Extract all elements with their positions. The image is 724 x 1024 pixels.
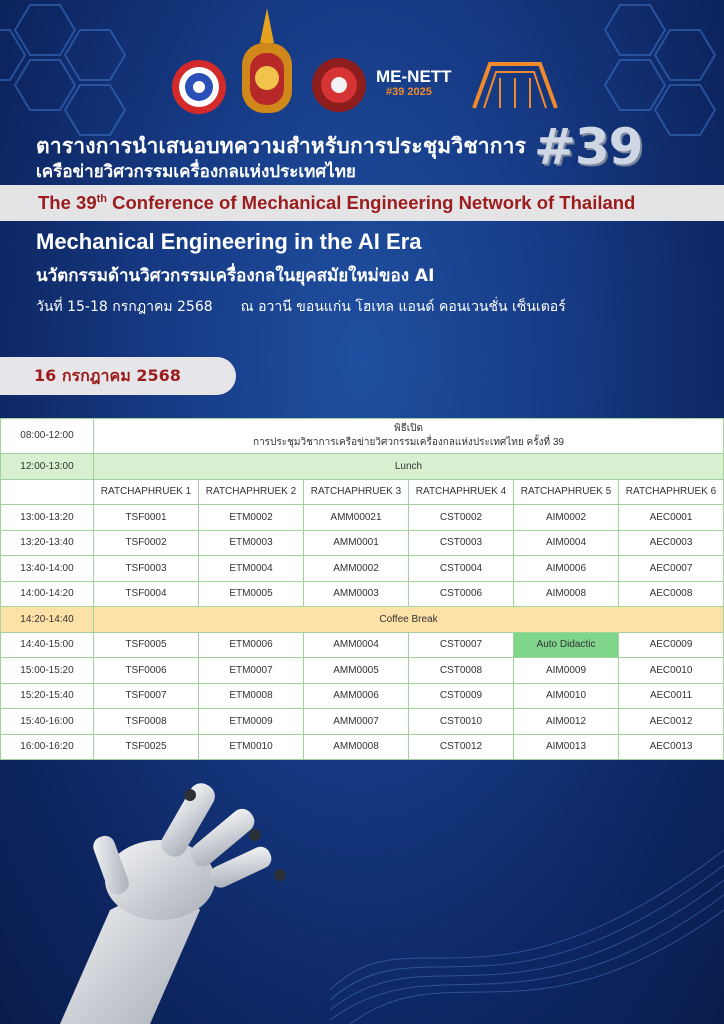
paper-cell: AEC0010 — [619, 658, 724, 684]
coffee-break-cell: Coffee Break — [94, 607, 724, 633]
time-cell: 12:00-13:00 — [1, 454, 94, 480]
time-cell: 16:00-16:20 — [1, 734, 94, 760]
paper-cell: ETM0005 — [199, 581, 304, 607]
time-cell: 14:00-14:20 — [1, 581, 94, 607]
session-row — [1, 530, 724, 556]
paper-cell: TSF0003 — [94, 556, 199, 582]
me-nett-wordmark: ME-NETT — [376, 67, 452, 86]
paper-cell: ETM0010 — [199, 734, 304, 760]
paper-cell: AIM0010 — [514, 683, 619, 709]
paper-cell: AMM0007 — [304, 709, 409, 735]
conference-title-suffix: Conference of Mechanical Engineering Network of Thailand — [107, 192, 636, 213]
conference-title-band — [0, 185, 724, 221]
paper-cell: CST0002 — [409, 505, 514, 531]
opening-row — [1, 419, 724, 454]
paper-cell: CST0004 — [409, 556, 514, 582]
room-header: RATCHAPHRUEK 5 — [514, 479, 619, 505]
rmuti-emblem-logo — [236, 8, 298, 118]
paper-cell: AEC0013 — [619, 734, 724, 760]
paper-cell: AEC0008 — [619, 581, 724, 607]
paper-cell: AEC0012 — [619, 709, 724, 735]
logo-strip — [170, 8, 560, 118]
paper-cell: ETM0004 — [199, 556, 304, 582]
paper-cell: TSF0006 — [94, 658, 199, 684]
paper-cell: AIM0004 — [514, 530, 619, 556]
rooms-header-row — [1, 479, 724, 505]
time-cell: 13:00-13:20 — [1, 505, 94, 531]
paper-cell: AMM0003 — [304, 581, 409, 607]
room-header: RATCHAPHRUEK 6 — [619, 479, 724, 505]
mechanical-dept-logo — [310, 56, 368, 114]
conference-title-ordinal: th — [96, 192, 107, 205]
event-venue: ณ อวานี ขอนแก่น โฮเทล แอนด์ คอนเวนชั่น เซ็นเตอร์ — [240, 299, 566, 315]
robot-hand-illustration — [40, 760, 370, 1024]
time-cell: 08:00-12:00 — [1, 419, 94, 454]
schedule-table — [0, 418, 724, 760]
room-header: RATCHAPHRUEK 3 — [304, 479, 409, 505]
session-row — [1, 581, 724, 607]
campus-arch-logo — [470, 56, 560, 112]
paper-cell: CST0012 — [409, 734, 514, 760]
time-cell: 14:40-15:00 — [1, 632, 94, 658]
paper-cell: AIM0012 — [514, 709, 619, 735]
room-header: RATCHAPHRUEK 2 — [199, 479, 304, 505]
paper-cell: CST0003 — [409, 530, 514, 556]
room-header: RATCHAPHRUEK 4 — [409, 479, 514, 505]
paper-cell: TSF0007 — [94, 683, 199, 709]
paper-cell: AEC0003 — [619, 530, 724, 556]
paper-cell: CST0010 — [409, 709, 514, 735]
lunch-row — [1, 454, 724, 480]
university-gear-logo — [170, 58, 228, 116]
time-cell: 13:20-13:40 — [1, 530, 94, 556]
paper-cell: AMM0005 — [304, 658, 409, 684]
paper-cell: ETM0002 — [199, 505, 304, 531]
paper-cell: AMM00021 — [304, 505, 409, 531]
paper-cell: AIM0006 — [514, 556, 619, 582]
paper-cell: AIM0002 — [514, 505, 619, 531]
title-thai-line1: ตารางการนำเสนอบทความสำหรับการประชุมวิชาการ — [36, 134, 527, 158]
opening-description: การประชุมวิชาการเครือข่ายวิศวกรรมเครื่องกลแห่งประเทศไทย ครั้งที่ 39 — [253, 437, 564, 448]
lunch-cell: Lunch — [94, 454, 724, 480]
room-header: RATCHAPHRUEK 1 — [94, 479, 199, 505]
theme-english: Mechanical Engineering in the AI Era — [36, 229, 422, 254]
paper-cell: AIM0008 — [514, 581, 619, 607]
title-thai-line2: เครือข่ายวิศวกรรมเครื่องกลแห่งประเทศไทย — [36, 162, 356, 182]
paper-cell: TSF0001 — [94, 505, 199, 531]
conference-title-en — [38, 192, 635, 214]
session-row — [1, 734, 724, 760]
me-nett-logo — [376, 68, 476, 108]
day-label-pill — [0, 357, 236, 395]
paper-cell: ETM0003 — [199, 530, 304, 556]
session-row — [1, 556, 724, 582]
paper-cell: ETM0006 — [199, 632, 304, 658]
theme-thai: นวัตกรรมด้านวิศวกรรมเครื่องกลในยุคสมัยใหม่ของ AI — [36, 266, 435, 286]
me-nett-edition: #39 2025 — [386, 86, 432, 98]
paper-cell: AIM0013 — [514, 734, 619, 760]
paper-cell: AEC0011 — [619, 683, 724, 709]
session-row — [1, 632, 724, 658]
time-cell: 15:00-15:20 — [1, 658, 94, 684]
paper-cell: AMM0001 — [304, 530, 409, 556]
date-venue-line — [36, 296, 566, 318]
paper-cell: TSF0025 — [94, 734, 199, 760]
time-cell: 14:20-14:40 — [1, 607, 94, 633]
session-row — [1, 658, 724, 684]
opening-cell — [94, 419, 724, 454]
wave-lines-decoration — [330, 790, 724, 1024]
session-row — [1, 709, 724, 735]
paper-cell: AMM0002 — [304, 556, 409, 582]
edition-badge: #39 — [534, 118, 643, 176]
event-dates: วันที่ 15-18 กรกฎาคม 2568 — [36, 299, 213, 315]
paper-cell: TSF0008 — [94, 709, 199, 735]
paper-cell: AMM0008 — [304, 734, 409, 760]
paper-cell: AMM0006 — [304, 683, 409, 709]
paper-cell: TSF0005 — [94, 632, 199, 658]
conference-title-prefix: The 39 — [38, 192, 97, 213]
paper-cell: ETM0007 — [199, 658, 304, 684]
highlighted-session-cell: Auto Didactic — [514, 632, 619, 658]
time-cell: 15:20-15:40 — [1, 683, 94, 709]
paper-cell: ETM0009 — [199, 709, 304, 735]
session-row — [1, 683, 724, 709]
session-row — [1, 505, 724, 531]
paper-cell: CST0006 — [409, 581, 514, 607]
time-header-cell — [1, 479, 94, 505]
coffee-break-row — [1, 607, 724, 633]
day-label: 16 กรกฎาคม 2568 — [34, 365, 181, 385]
paper-cell: CST0008 — [409, 658, 514, 684]
paper-cell: AEC0009 — [619, 632, 724, 658]
time-cell: 13:40-14:00 — [1, 556, 94, 582]
paper-cell: TSF0004 — [94, 581, 199, 607]
paper-cell: AIM0009 — [514, 658, 619, 684]
paper-cell: AEC0007 — [619, 556, 724, 582]
paper-cell: AEC0001 — [619, 505, 724, 531]
opening-title: พิธีเปิด — [394, 423, 423, 434]
paper-cell: CST0009 — [409, 683, 514, 709]
paper-cell: TSF0002 — [94, 530, 199, 556]
paper-cell: ETM0008 — [199, 683, 304, 709]
time-cell: 15:40-16:00 — [1, 709, 94, 735]
paper-cell: CST0007 — [409, 632, 514, 658]
paper-cell: AMM0004 — [304, 632, 409, 658]
